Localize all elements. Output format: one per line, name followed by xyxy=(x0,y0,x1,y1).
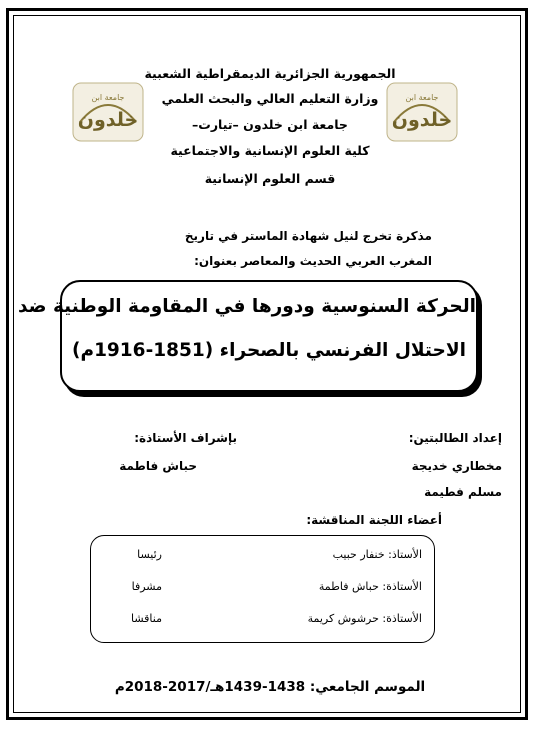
thesis-title-box xyxy=(17,280,478,392)
committee-member-name: الأستاذة: حباش فاطمة xyxy=(318,580,422,593)
committee-member-name: الأستاذة: حرشوش كريمة xyxy=(307,612,422,625)
republic-line: الجمهورية الجزائرية الديمقراطية الشعبية xyxy=(144,66,396,81)
logo-text-top: جامعة ابن xyxy=(405,93,439,102)
logo-text-main: خلدون xyxy=(391,109,453,131)
committee-member-role: مناقشا xyxy=(131,612,162,625)
department-line: قسم العلوم الإنسانية xyxy=(204,171,336,186)
committee-member-role: رئيسا xyxy=(137,548,162,561)
supervisor-name: حباش فاطمة xyxy=(119,459,197,473)
memo-line-1: مذكرة تخرج لنيل شهادة الماستر في تاريخ xyxy=(184,229,432,243)
students-label: إعداد الطالبتين: xyxy=(408,431,502,445)
committee-member-name: الأستاذ: خنفار حبيب xyxy=(332,548,422,561)
academic-season: الموسم الجامعي: 1438-1439هـ/2017-2018م xyxy=(114,679,426,695)
committee-box xyxy=(90,535,435,643)
memo-line-2: المغرب العربي الحديث والمعاصر بعنوان: xyxy=(194,254,432,268)
ministry-line: وزارة التعليم العالي والبحث العلمي xyxy=(161,91,379,106)
university-line: جامعة ابن خلدون –تيارت– xyxy=(192,117,348,132)
student-name-1: مخطاري خديجة xyxy=(411,459,502,473)
logo-text-main: خلدون xyxy=(77,109,139,131)
committee-label: أعضاء اللجنة المناقشة: xyxy=(306,513,442,527)
thesis-title-line-1: الحركة السنوسية ودورها في المقاومة الوطنية ضد xyxy=(17,296,476,317)
student-name-2: مسلم فطيمة xyxy=(424,485,502,499)
supervision-label: بإشراف الأستاذة: xyxy=(134,431,237,445)
logo-text-top: جامعة ابن xyxy=(91,93,125,102)
faculty-line: كلية العلوم الإنسانية والاجتماعية xyxy=(170,143,370,158)
thesis-title-line-2: الاحتلال الفرنسي بالصحراء (1851-1916م) xyxy=(72,340,466,361)
committee-member-role: مشرفا xyxy=(131,580,162,593)
